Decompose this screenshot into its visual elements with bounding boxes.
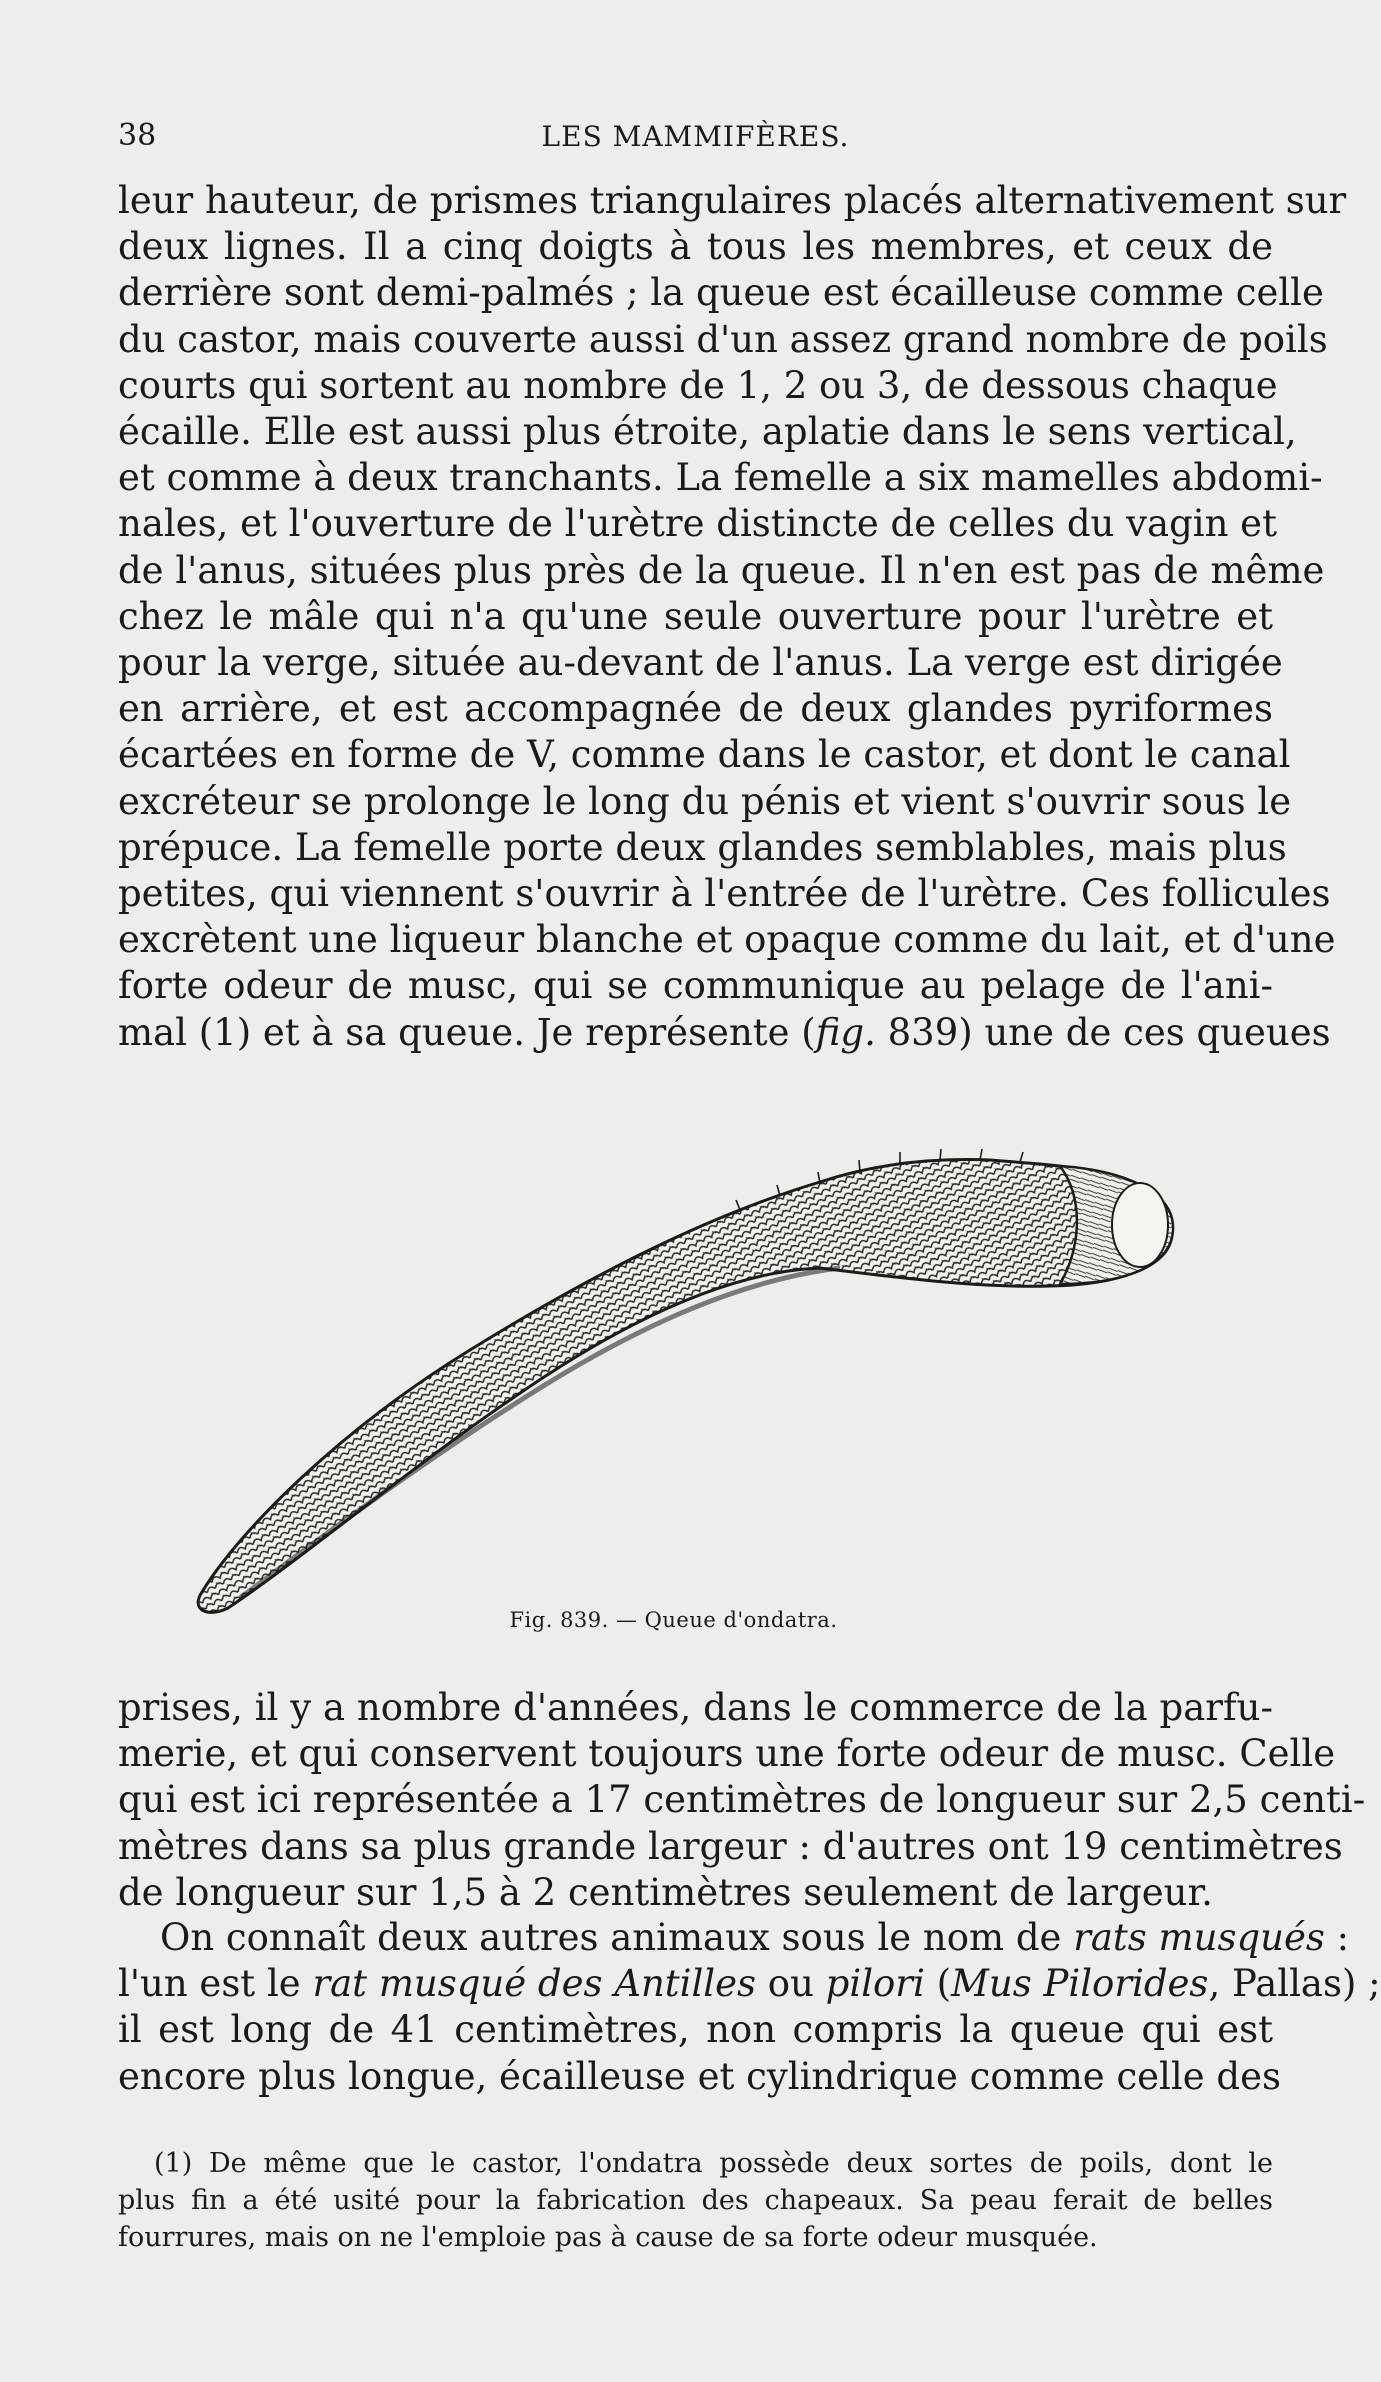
text-line: de longueur sur 1,5 à 2 centimètres seulement de largeur. [118,1870,1213,1914]
text-line [118,1961,1381,2007]
text-run: mal (1) et à sa queue. Je représente ( [118,1010,816,1054]
text-line: pour la verge, située au-devant de l'anus. La verge est dirigée [118,641,1283,685]
text-line [118,1010,1331,1056]
text-line: derrière sont demi-palmés ; la queue est écailleuse comme celle [118,271,1324,315]
text-line: merie, et qui conservent toujours une forte odeur de musc. Celle [118,1732,1336,1776]
text-run: 839) une de ces queues [875,1010,1331,1054]
italic-term: Mus Pilorides [951,1962,1209,2006]
fig-reference: fig. [815,1010,876,1054]
text-line: excréteur se prolonge le long du pénis et vient s'ouvrir sous le [118,779,1292,823]
text-line: et comme à deux tranchants. La femelle a six mamelles abdomi- [118,456,1323,500]
footnote-line: fourrures, mais on ne l'emploie pas à cause de sa forte odeur musquée. [118,2222,1098,2253]
text-line: courts qui sortent au nombre de 1, 2 ou 3, de dessous chaque [118,363,1278,407]
text-run: ( [924,1962,952,2006]
paragraph-1 [118,178,1347,1056]
text-line: écartées en forme de V, comme dans le castor, et dont le canal [118,733,1291,777]
text-line: encore plus longue, écailleuse et cylindrique comme celle des [118,2054,1281,2098]
text-line: deux lignes. Il a cinq doigts à tous les membres, et ceux de [118,225,1273,269]
paragraph-2 [118,1685,1366,1916]
figure-caption: Fig. 839. — Queue d'ondatra. [509,1608,838,1632]
text-line: petites, qui viennent s'ouvrir à l'entrée de l'urètre. Ces follicules [118,872,1331,916]
paragraph-3 [118,1915,1381,2100]
page-header [118,118,1273,158]
italic-term: pilori [825,1962,925,2006]
text-run: ou [756,1962,826,2006]
text-line: chez le mâle qui n'a qu'une seule ouverture pour l'urètre et [118,594,1273,638]
text-line: écaille. Elle est aussi plus étroite, aplatie dans le sens vertical, [118,410,1297,454]
text-run: l'un est le [118,1962,313,2006]
text-line: prépuce. La femelle porte deux glandes semblables, mais plus [118,825,1287,869]
text-run: , Pallas) ; [1208,1962,1381,2006]
text-line: prises, il y a nombre d'années, dans le commerce de la parfu- [118,1686,1273,1729]
text-line: nales, et l'ouverture de l'urètre distincte de celles du vagin et [118,502,1277,546]
page-number: 38 [118,118,157,153]
text-line: qui est ici représentée a 17 centimètres de longueur sur 2,5 centi- [118,1778,1366,1822]
text-line: forte odeur de musc, qui se communique au pelage de l'ani- [118,964,1273,1008]
text-run: : [1324,1916,1350,1959]
text-line: il est long de 41 centimètres, non compris la queue qui est [118,2008,1273,2052]
italic-term: rat musqué des Antilles [312,1962,757,2006]
text-line [118,1915,1350,1961]
text-run: On connaît deux autres animaux sous le nom de [160,1916,1074,1959]
footnote-line: plus fin a été usité pour la fabrication des chapeaux. Sa peau ferait de belles [118,2185,1273,2216]
running-head: LES MAMMIFÈRES. [541,120,850,153]
text-line: leur hauteur, de prismes triangulaires placés alternativement sur [118,179,1347,222]
text-line: mètres dans sa plus grande largeur : d'autres ont 19 centimètres [118,1824,1343,1868]
text-line: du castor, mais couverte aussi d'un assez grand nombre de poils [118,317,1328,361]
italic-term: rats musqués [1073,1916,1325,1959]
text-line: excrètent une liqueur blanche et opaque comme du lait, et d'une [118,918,1336,962]
text-line: en arrière, et est accompagnée de deux glandes pyriformes [118,687,1273,731]
muskrat-tail-illustration [180,1100,1180,1630]
footnote [118,2145,1273,2256]
footnote-line: (1) De même que le castor, l'ondatra possède deux sortes de poils, dont le [154,2148,1273,2179]
text-line: de l'anus, situées plus près de la queue. Il n'en est pas de même [118,548,1325,592]
